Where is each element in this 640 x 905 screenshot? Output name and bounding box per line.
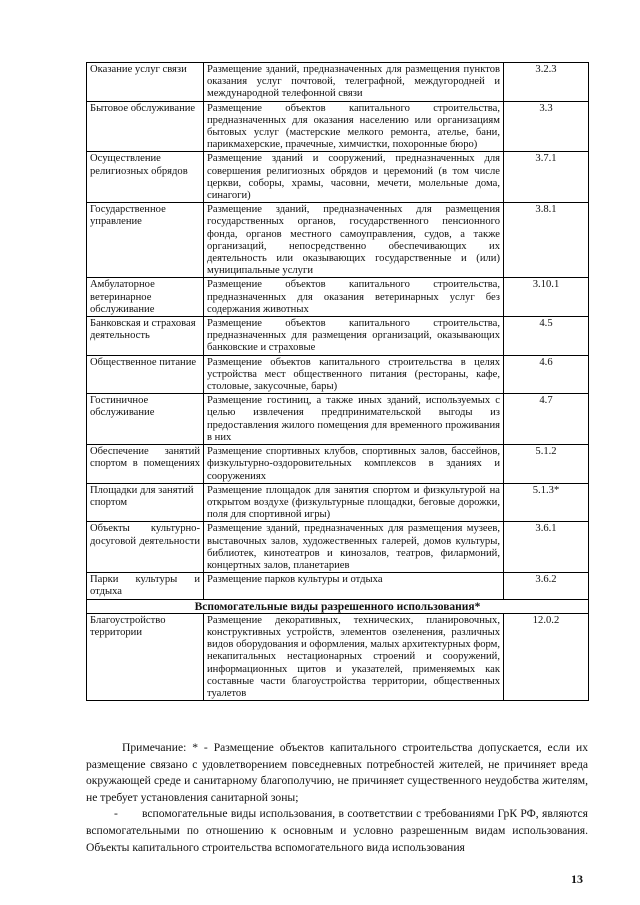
table-row <box>87 63 589 102</box>
use-description-cell: Размещение зданий, предназначенных для размещения пунктов оказания услуг почтовой, телеграфной, междугородней и международной телефонной связи <box>204 63 504 102</box>
aux-rows <box>87 613 589 700</box>
use-description-cell: Размещение декоративных, технических, планировочных, конструктивных устройств, элементов озеленения, различных видов оборудования и оформления, малых архитектурных форм, некапитальных нестационарных строений и сооружений, информационных щитов и указателей, применяемых как составные части благоустройства территории, общественных туалетов <box>204 613 504 700</box>
use-description-cell: Размещение зданий, предназначенных для размещения государственных органов, государственного пенсионного фонда, органов местного самоуправления, судов, а также организаций, непосредственно обеспечивающих их деятельность или оказывающих государственные и (или) муниципальные услуги <box>204 203 504 278</box>
main-rows <box>87 63 589 600</box>
section-header-row <box>87 599 589 613</box>
use-name-cell: Государственное управление <box>87 203 204 278</box>
page-number: 13 <box>571 872 583 886</box>
use-name-cell: Амбулаторное ветеринарное обслуживание <box>87 278 204 317</box>
bullet-paragraph <box>86 806 588 856</box>
use-code-cell: 3.6.2 <box>504 573 589 599</box>
table-row <box>87 101 589 152</box>
use-code-cell: 12.0.2 <box>504 613 589 700</box>
table-row <box>87 573 589 599</box>
use-name-cell: Оказание услуг связи <box>87 63 204 102</box>
use-code-cell: 3.3 <box>504 101 589 152</box>
use-name-cell: Осуществление религиозных обрядов <box>87 152 204 203</box>
use-code-cell: 5.1.2 <box>504 445 589 484</box>
use-description-cell: Размещение площадок для занятия спортом и физкультурой на открытом воздухе (физкультурные площадки, беговые дорожки, поля для спортивной игры) <box>204 483 504 522</box>
table-row <box>87 522 589 573</box>
use-code-cell: 3.7.1 <box>504 152 589 203</box>
use-code-cell: 3.2.3 <box>504 63 589 102</box>
use-code-cell: 3.6.1 <box>504 522 589 573</box>
use-description-cell: Размещение объектов капитального строительства в целях устройства мест общественного питания (рестораны, кафе, столовые, закусочные, бары) <box>204 355 504 394</box>
use-name-cell: Гостиничное обслуживание <box>87 394 204 445</box>
use-name-cell: Общественное питание <box>87 355 204 394</box>
use-description-cell: Размещение спортивных клубов, спортивных залов, бассейнов, физкультурно-оздоровительных комплексов в зданиях и сооружениях <box>204 445 504 484</box>
land-use-table <box>86 62 589 701</box>
use-name-cell: Обеспечение занятий спортом в помещениях <box>87 445 204 484</box>
use-name-cell: Банковская и страховая деятельность <box>87 317 204 356</box>
use-name-cell: Бытовое обслуживание <box>87 101 204 152</box>
section-title: Вспомогательные виды разрешенного использования* <box>87 599 589 613</box>
table-row <box>87 152 589 203</box>
use-name-cell: Объекты культурно-досуговой деятельности <box>87 522 204 573</box>
use-description-cell: Размещение объектов капитального строительства, предназначенных для оказания ветеринарных услуг без содержания животных <box>204 278 504 317</box>
table-row <box>87 394 589 445</box>
table-row <box>87 355 589 394</box>
use-description-cell: Размещение объектов капитального строительства, предназначенных для размещения организаций, оказывающих банковские и страховые <box>204 317 504 356</box>
use-code-cell: 4.6 <box>504 355 589 394</box>
table-row <box>87 278 589 317</box>
use-code-cell: 3.10.1 <box>504 278 589 317</box>
table-row <box>87 203 589 278</box>
use-name-cell: Парки культуры и отдыха <box>87 573 204 599</box>
bullet-text: вспомогательные виды использования, в соответствии с требованиями ГрК РФ, являются вспомогательными по отношению к основным и условно разрешенным видам использования. Объекты капитального строительства вспомогательного вида использования <box>86 807 588 854</box>
use-name-cell: Благоустройство территории <box>87 613 204 700</box>
table-row <box>87 317 589 356</box>
use-description-cell: Размещение зданий и сооружений, предназначенных для совершения религиозных обрядов и церемоний (в том числе церкви, соборы, храмы, часовни, мечети, молельные дома, синагоги) <box>204 152 504 203</box>
use-code-cell: 4.5 <box>504 317 589 356</box>
use-description-cell: Размещение парков культуры и отдыха <box>204 573 504 599</box>
use-description-cell: Размещение объектов капитального строительства, предназначенных для оказания населению или организациям бытовых услуг (мастерские мелкого ремонта, ателье, бани, парикмахерские, прачечные, химчистки, похоронные бюро) <box>204 101 504 152</box>
table-row <box>87 483 589 522</box>
bullet-marker: - <box>114 807 118 821</box>
table-row <box>87 613 589 700</box>
use-code-cell: 4.7 <box>504 394 589 445</box>
use-description-cell: Размещение зданий, предназначенных для размещения музеев, выставочных залов, художественных галерей, домов культуры, библиотек, кинотеатров и кинозалов, театров, филармоний, концертных залов, планетариев <box>204 522 504 573</box>
note-paragraph: Примечание: * - Размещение объектов капитального строительства допускается, если их размещение связано с удовлетворением повседневных потребностей жителей, не причиняет вреда окружающей среде и санитарному благополучию, не причиняет существенного неудобства жителям, не требует установления санитарной зоны; <box>86 741 588 804</box>
use-code-cell: 5.1.3* <box>504 483 589 522</box>
use-code-cell: 3.8.1 <box>504 203 589 278</box>
note-block <box>86 740 588 856</box>
use-name-cell: Площадки для занятий спортом <box>87 483 204 522</box>
use-description-cell: Размещение гостиниц, а также иных зданий, используемых с целью извлечения предпринимательской выгоды из предоставления жилого помещения для временного проживания в них <box>204 394 504 445</box>
table-row <box>87 445 589 484</box>
